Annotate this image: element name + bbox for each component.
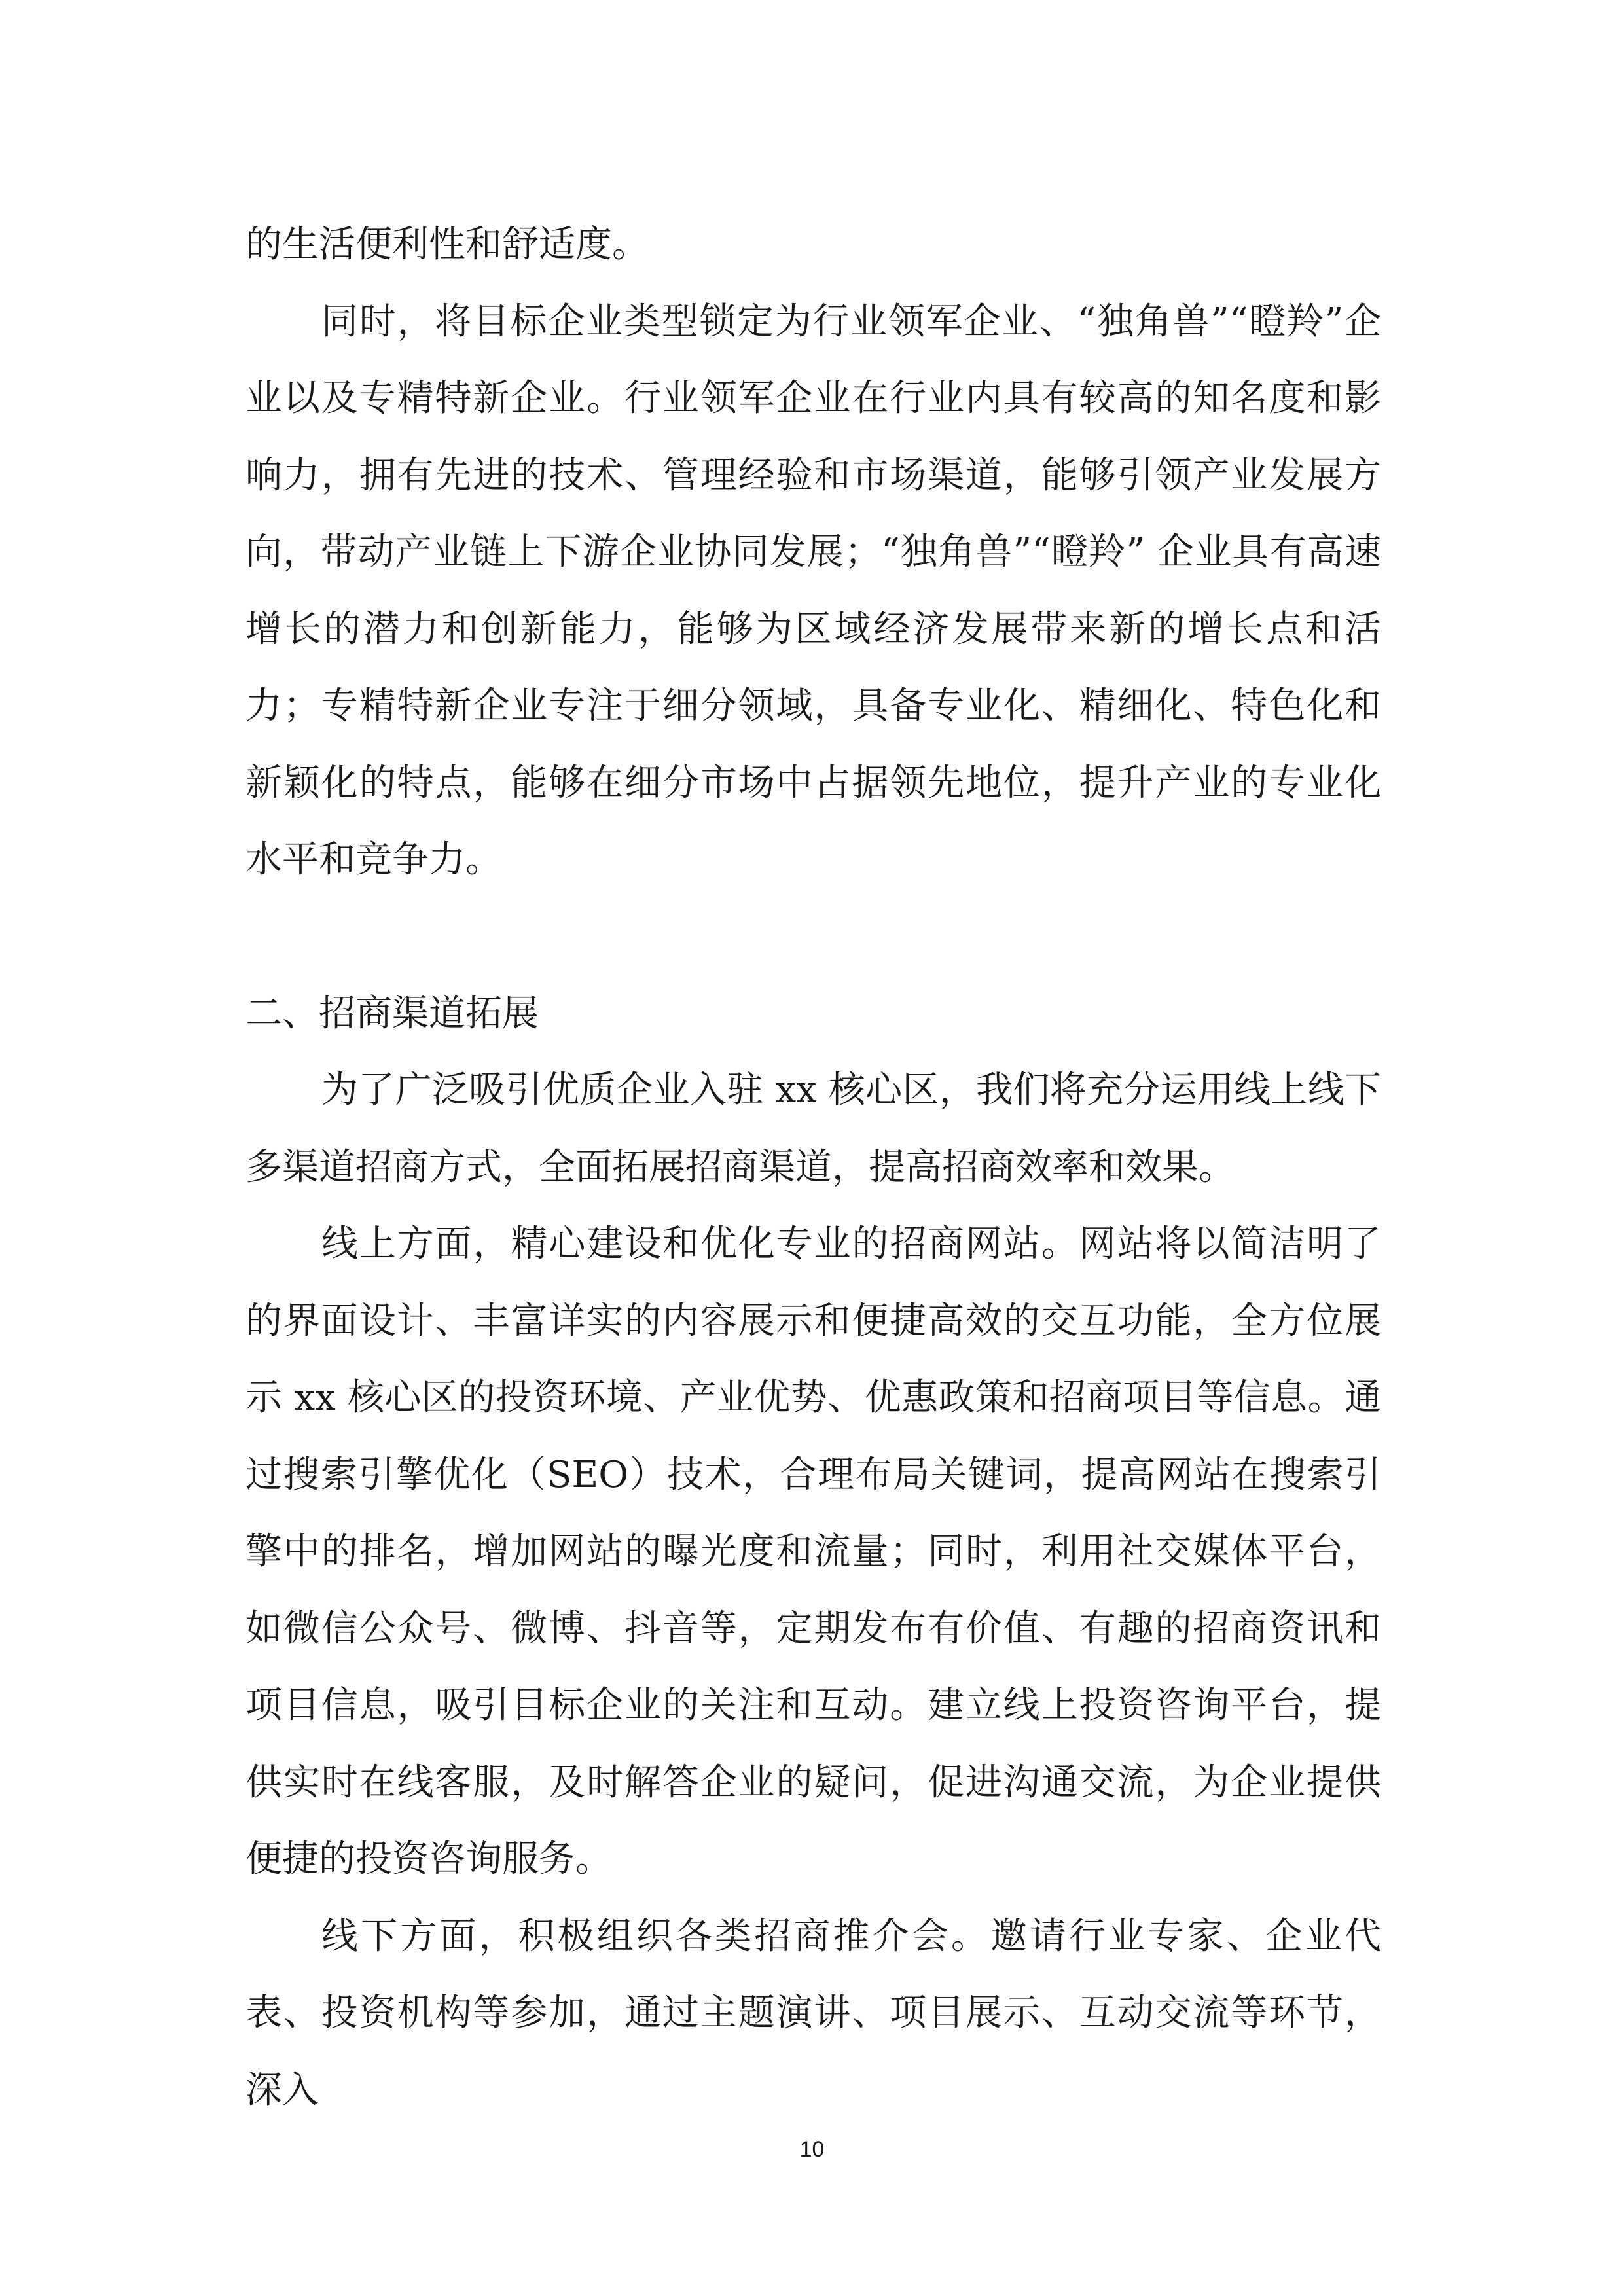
section-heading: 二、招商渠道拓展 [245,992,539,1035]
page-number: 10 [799,2137,825,2162]
paragraph-offline: 线下方面，积极组织各类招商推介会。邀请行业专家、企业代表、投资机构等参加，通过主题演讲、项目展示、互动交流等环节，深入 [245,1914,1381,2111]
paragraph-channels-intro: 为了广泛吸引优质企业入驻 xx 核心区，我们将充分运用线上线下多渠道招商方式，全面拓展招商渠道，提高招商效率和效果。 [245,1069,1381,1189]
paragraph-target-enterprises: 同时，将目标企业类型锁定为行业领军企业、“独角兽”“瞪羚”企业以及专精特新企业。行业领军企业在行业内具有较高的知名度和影响力，拥有先进的技术、管理经验和市场渠道，能够引领产业发展方向，带动产业链上下游企业协同发展；“独角兽”“瞪羚” 企业具有高速增长的潜力和创新能力，能够为区域经济发展带来新的增长点和活力；专精特新企业专注于细分领域，具备专业化、精细化、特色化和新颖化的特点，能够在细分市场中占据领先地位，提升产业的专业化水平和竞争力。 [245,300,1381,881]
paragraph-continuation: 的生活便利性和舒适度。 [245,223,649,266]
document-body [245,206,1381,2128]
paragraph-online: 线上方面，精心建设和优化专业的招商网站。网站将以简洁明了的界面设计、丰富详实的内容展示和便捷高效的交互功能，全方位展示 xx 核心区的投资环境、产业优势、优惠政策和招商项目等信息。通过搜索引擎优化（SEO）技术，合理布局关键词，提高网站在搜索引擎中的排名，增加网站的曝光度和流量；同时，利用社交媒体平台，如微信公众号、微博、抖音等，定期发布有价值、有趣的招商资讯和项目信息，吸引目标企业的关注和互动。建立线上投资咨询平台，提供实时在线客服，及时解答企业的疑问，促进沟通交流，为企业提供便捷的投资咨询服务。 [245,1223,1381,1880]
